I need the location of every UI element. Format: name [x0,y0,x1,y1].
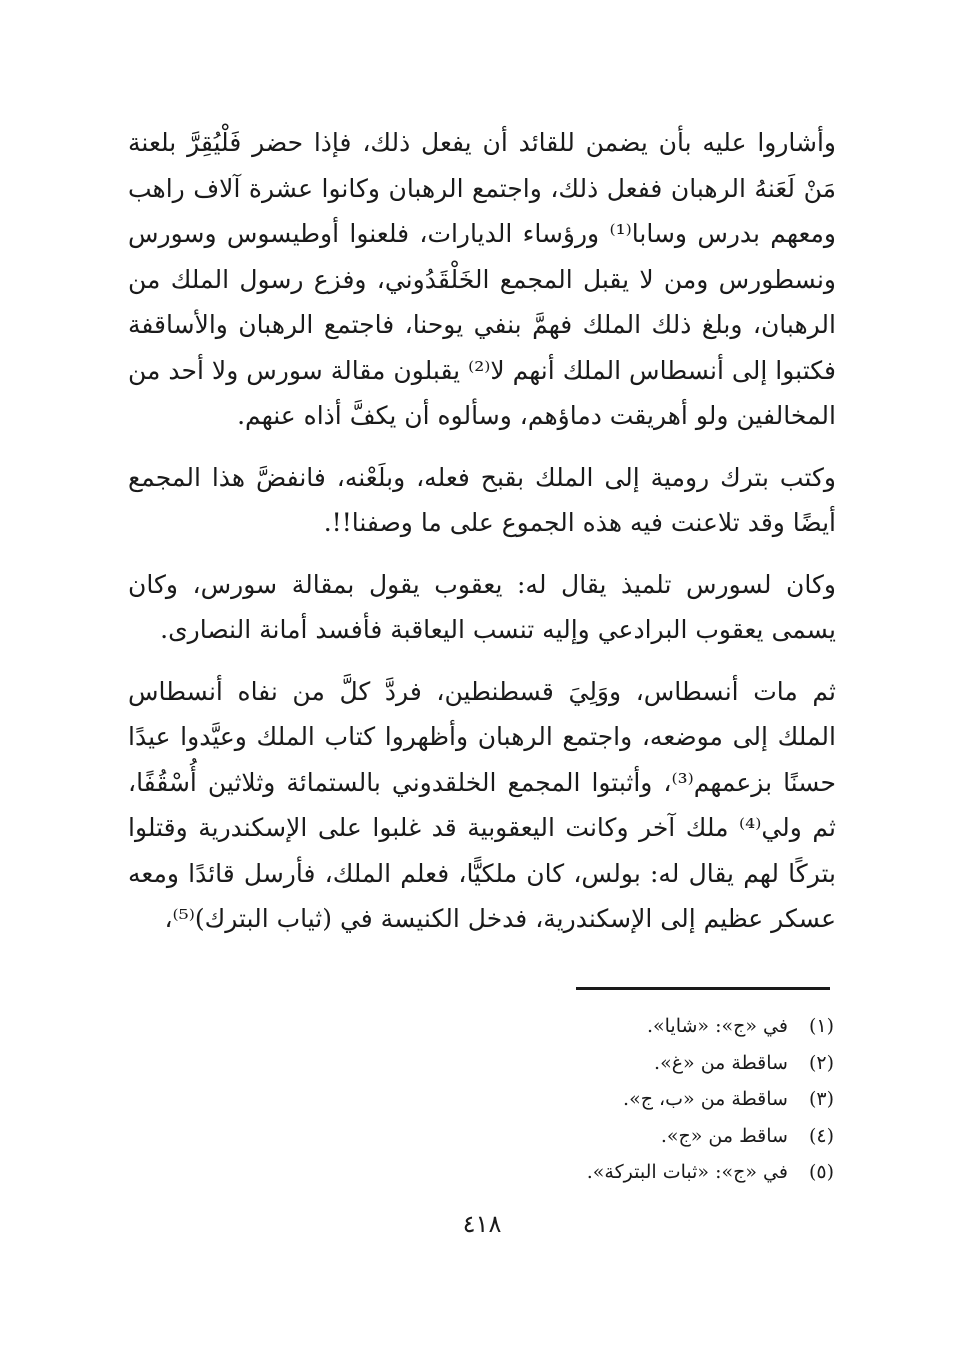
footnote-number: (١) [808,1015,834,1037]
paragraph-3: وكان لسورس تلميذ يقال له: يعقوب يقول بمقالة سورس، وكان يسمى يعقوب البرادعي وإليه تنسب اليعاقبة فأفسد أمانة النصارى. [128,569,836,644]
footnote-number: (٢) [808,1051,834,1074]
paragraph-2: وكتب بترك رومية إلى الملك بقبح فعله، وبلَعْنه، فانفضَّ هذا المجمع أيضًا وقد تلاعنت فيه هذه الجموع على ما وصفنا!!. [128,462,836,537]
paragraph-4: ثم مات أنسطاس، ووَلِيَ قسطنطين، فردَّ كلَّ من نفاه أنسطاس الملك إلى موضعه، واجتمع الرهبان وأظهروا كتاب الملك وعيَّدوا عيدًا حسنًا بزعمهم⁽³⁾، وأثبتوا المجمع الخلقدوني بالستمائة وثلاثين أُسْقُفًا، ثم ولي⁽⁴⁾ ملك آخر وكانت اليعقوبية قد غلبوا على الإسكندرية وقتلوا بتركًا لهم يقال له: بولس، كان ملكيًّا، فعلم الملك، فأرسل قائدًا ومعه عسكر عظيم إلى الإسكندرية، فدخل الكنيسة في (ثياب البترك)⁽⁵⁾، [128,676,836,933]
footnote-number: (٤) [808,1124,834,1147]
footnote-separator [576,987,830,990]
footnote-4 [414,1118,834,1155]
paragraph-1: وأشاروا عليه بأن يضمن للقائد أن يفعل ذلك، فإذا حضر فَلْيُقِرَّ بلعنة مَنْ لَعَنهُ الرهبان ففعل ذلك، واجتمع الرهبان وكانوا عشرة آلاف راهب ومعهم بدرس وسابا⁽¹⁾ ورؤساء الديارات، فلعنوا أوطيسوس وسورس ونسطورس ومن لا يقبل المجمع الخَلْقَدُوني، وفزع رسول الملك من الرهبان، وبلغ ذلك الملك فهمَّ بنفي يوحنا، فاجتمع الرهبان والأساقفة فكتبوا إلى أنسطاس الملك أنهم لا⁽²⁾ يقبلون مقالة سورس ولا أحد من المخالفين ولو أهريقت دماؤهم، وسألوه أن يكفَّ أذاه عنهم. [128,128,836,430]
main-text [128,120,836,942]
page-number: ٤١٨ [462,1210,502,1238]
footnote-1 [414,1008,834,1045]
footnote-3 [414,1081,834,1118]
footnote-text: ساقطة من «ب، ج». [623,1088,788,1110]
footnotes-list [414,1008,834,1191]
footnote-number: (٥) [808,1161,834,1183]
footnote-text: في «ج»: «ثبات البتركة». [586,1161,788,1183]
footnote-text: في «ج»: «شايا». [646,1015,788,1037]
footnote-text: ساقط من «ج». [660,1124,788,1147]
footnote-5 [414,1154,834,1191]
footnote-text: ساقطة من «غ». [654,1051,788,1074]
footnote-2 [414,1045,834,1082]
footnote-number: (٣) [808,1088,834,1110]
